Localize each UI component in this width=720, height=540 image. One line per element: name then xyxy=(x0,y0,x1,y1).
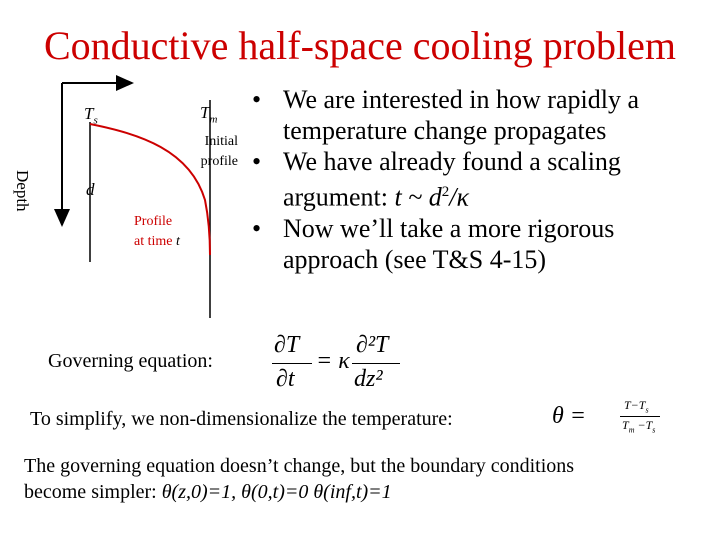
governing-equation: ∂T ∂t = κ ∂²T dz² xyxy=(266,330,406,400)
bullet-item: • We are interested in how rapidly a temperature change propagates xyxy=(252,85,639,145)
theta-definition: θ = $T-T_s$ $T_m -T_s$ xyxy=(552,396,662,444)
profile-at-time-label: Profile at time t xyxy=(134,214,180,249)
governing-equation-label: Governing equation: xyxy=(48,350,213,372)
initial-profile-label: Initial profile xyxy=(200,134,238,169)
bullet-item: • Now we’ll take a more rigorous approach (see T&S 4-15) xyxy=(252,213,615,274)
bullet-dot-icon: • xyxy=(252,147,262,176)
simplify-label: To simplify, we non-dimensionalize the temperature: xyxy=(30,408,453,430)
bullet-dot-icon: • xyxy=(252,85,262,114)
depth-d-label: d xyxy=(86,180,95,199)
bullet-dot-icon: • xyxy=(252,213,262,243)
depth-axis-label: Depth xyxy=(13,170,32,212)
boundary-conditions-text: The governing equation doesn’t change, but the boundary conditions become simpler: θ(z,0)=1, θ(0,t)=0 θ(inf,t)=1 xyxy=(24,455,575,503)
surface-temperature-label: $T_s$ xyxy=(84,104,98,127)
mantle-temperature-label: $T_m$ xyxy=(200,103,218,126)
bullet-list xyxy=(252,84,712,275)
bullet-item: • We have already found a scaling argument: t ~ $d^2/\kappa$ xyxy=(252,147,621,212)
page-title: Conductive half-space cooling problem xyxy=(43,23,677,68)
